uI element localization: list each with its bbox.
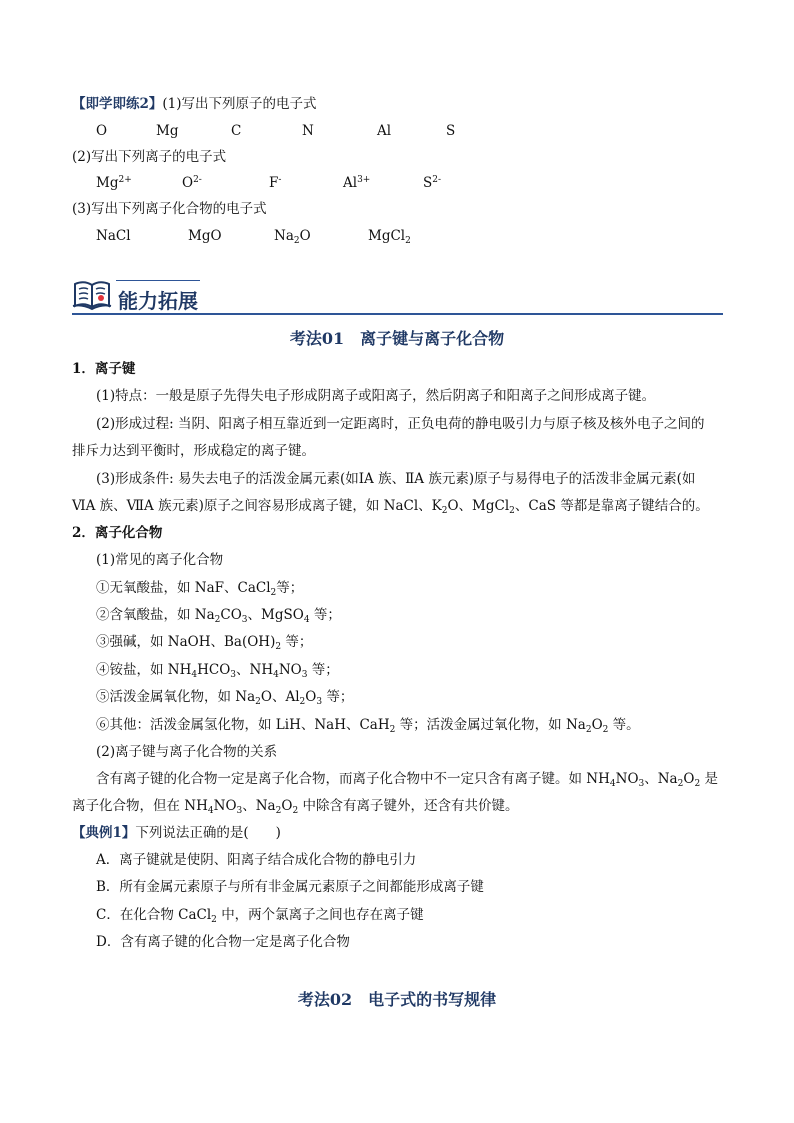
option-d: D．含有离子键的化合物一定是离子化合物 bbox=[96, 934, 350, 950]
ion-o: $O^{2-}$ bbox=[182, 175, 202, 191]
section2-sub2: (2)离子键与离子化合物的关系 bbox=[96, 744, 278, 760]
section1-p3a: (3)形成条件: 易失去电子的活泼金属元素(如ⅠA 族、ⅡA 族元素)原子与易得电子的活泼非金属元素(如 bbox=[96, 471, 696, 487]
option-a: A．离子键就是使阴、阳离子结合成化合物的静电引力 bbox=[96, 852, 417, 868]
compound-mgo: MgO bbox=[188, 228, 222, 244]
section1-heading: 1．离子键 bbox=[72, 361, 136, 377]
method2-title: 考法02 电子式的书写规律 bbox=[297, 990, 497, 1009]
section2-heading: 2．离子化合物 bbox=[72, 525, 163, 541]
book-icon bbox=[72, 276, 112, 312]
section2-r2: 离子化合物，但在 $NH_4NO_3$、$Na_2O_2$ 中除含有离子键外，还含有共价键。 bbox=[72, 798, 519, 816]
list-item: ⑥其他：活泼金属氢化物，如 LiH、NaH、CaH$_2$ 等；活泼金属过氧化物，如 $Na_2O_2$ 等。 bbox=[96, 717, 640, 735]
atom-al: Al bbox=[377, 123, 392, 139]
compound-nacl: NaCl bbox=[96, 228, 131, 244]
section1-p3b: ⅥA 族、ⅦA 族元素)原子之间容易形成离子键，如 NaCl、$K_2O$、MgCl$_2$、CaS 等都是靠离子键结合的。 bbox=[72, 498, 709, 516]
section1-p2a: (2)形成过程: 当阴、阳离子相互靠近到一定距离时，正负电荷的静电吸引力与原子核及核外电子之间的 bbox=[96, 416, 705, 432]
compound-na2o: $Na_2O$ bbox=[274, 228, 311, 246]
atom-s: S bbox=[446, 123, 456, 139]
practice-q3: (3)写出下列离子化合物的电子式 bbox=[72, 201, 267, 217]
practice-tag: 【即学即练2】 bbox=[72, 96, 163, 112]
list-item: ③强碱，如 NaOH、$Ba(OH)_2$ 等； bbox=[96, 634, 313, 652]
list-item: ①无氧酸盐，如 NaF、CaCl$_2$等； bbox=[96, 580, 304, 598]
section2-sub1: (1)常见的离子化合物 bbox=[96, 552, 224, 568]
atom-n: N bbox=[302, 123, 314, 139]
method1-title: 考法01 离子键与离子化合物 bbox=[289, 329, 505, 348]
ion-f: F- bbox=[269, 175, 282, 191]
ion-s: $S^{2-}$ bbox=[423, 175, 442, 191]
practice-q2: (2)写出下列离子的电子式 bbox=[72, 149, 227, 165]
option-c: C．在化合物 CaCl$_2$ 中，两个氯离子之间也存在离子键 bbox=[96, 907, 424, 925]
banner-top-rule bbox=[116, 280, 200, 281]
atom-c: C bbox=[231, 123, 242, 139]
list-item: ④铵盐，如 $NH_4HCO_3$、$NH_4NO_3$ 等； bbox=[96, 662, 339, 680]
example1-question: 【典例1】下列说法正确的是( ) bbox=[72, 825, 281, 841]
banner-divider bbox=[72, 313, 723, 315]
list-item: ②含氧酸盐，如 $Na_2CO_3$、MgSO$_4$ 等； bbox=[96, 607, 341, 625]
atom-mg: Mg bbox=[156, 123, 179, 139]
practice-q1: (1)写出下列原子的电子式 bbox=[162, 96, 317, 112]
ion-mg: $Mg^{2+}$ bbox=[96, 175, 132, 191]
practice-line-1 bbox=[72, 95, 317, 113]
option-b: B．所有金属元素原子与所有非金属元素原子之间都能形成离子键 bbox=[96, 879, 484, 895]
banner-title: 能力拓展 bbox=[118, 289, 198, 313]
section2-r1: 含有离子键的化合物一定是离子化合物，而离子化合物中不一定只含有离子键。如 $NH_4NO_3$、$Na_2O_2$ 是 bbox=[96, 771, 718, 789]
list-item: ⑤活泼金属氧化物，如 $Na_2O$、$Al_2O_3$ 等； bbox=[96, 689, 354, 707]
ion-al: $Al^{3+}$ bbox=[343, 175, 371, 191]
compound-mgcl2: MgCl$_2$ bbox=[368, 228, 411, 246]
example-tag: 【典例1】 bbox=[72, 825, 136, 841]
atom-o: O bbox=[96, 123, 108, 139]
section1-p2b: 排斥力达到平衡时，形成稳定的离子键。 bbox=[72, 443, 315, 459]
section1-p1: (1)特点：一般是原子先得失电子形成阴离子或阳离子，然后阴离子和阳离子之间形成离子键。 bbox=[96, 388, 656, 404]
